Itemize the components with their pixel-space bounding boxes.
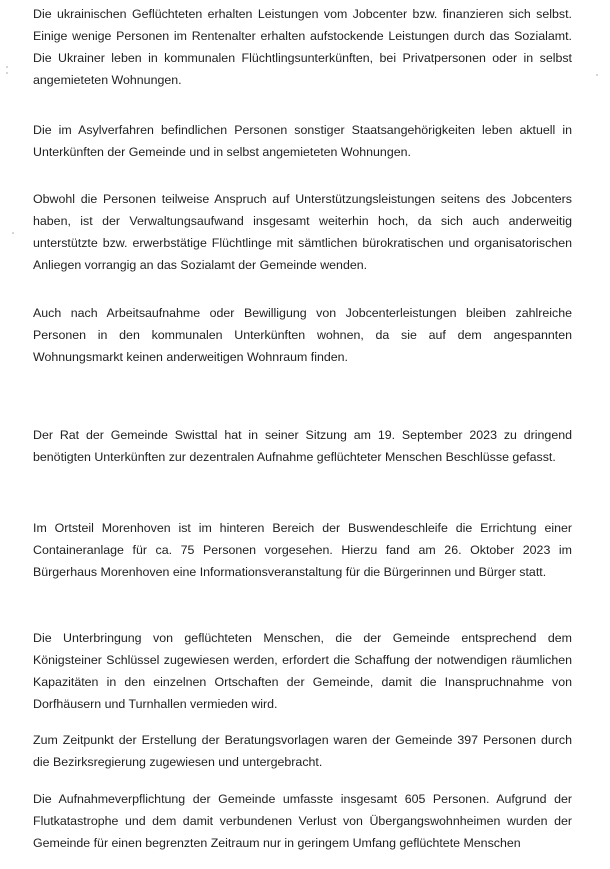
paragraph-admission-obligation: Die Aufnahmeverpflichtung der Gemeinde umfasste insgesamt 605 Personen. Aufgrund der Flutkatastrophe und dem damit verbundenen Verlust von Übergangswohnheimen wurden der Gemeinde für einen begrenzten Zeitraum nur in geringem Umfang geflüchtete Menschen: [33, 792, 572, 850]
paragraph-assigned-persons-count: Zum Zeitpunkt der Erstellung der Beratungsvorlagen waren der Gemeinde 397 Personen durch die Bezirksregierung zugewiesen und untergebracht.: [33, 733, 572, 769]
scan-artifact: [596, 74, 598, 76]
paragraph-accommodation-capacity: Die Unterbringung von geflüchteten Menschen, die der Gemeinde entsprechend dem Königsteiner Schlüssel zugewiesen werden, erfordert die Schaffung der notwendigen räumlichen Kapazitäten in den einzelnen Ortschaften der Gemeinde, damit die Inanspruchnahme von Dorfhäusern und Turnhallen vermieden wird.: [33, 631, 572, 711]
scan-artifact: [12, 232, 14, 234]
paragraph-council-decision: Der Rat der Gemeinde Swisttal hat in seiner Sitzung am 19. September 2023 zu dringend benötigten Unterkünften zur dezentralen Aufnahme geflüchteter Menschen Beschlüsse gefasst.: [33, 428, 572, 464]
scan-artifact: [6, 66, 8, 68]
paragraph-asylum-seekers-housing: Die im Asylverfahren befindlichen Personen sonstiger Staatsangehörigkeiten leben aktuell in Unterkünften der Gemeinde und in selbst angemieteten Wohnungen.: [33, 123, 572, 159]
paragraph-container-facility-morenhoven: Im Ortsteil Morenhoven ist im hinteren Bereich der Buswendeschleife die Errichtung einer Containeranlage für ca. 75 Personen vorgesehen. Hierzu fand am 26. Oktober 2023 im Bürgerhaus Morenhoven eine Informationsveranstaltung für die Bürgerinnen und Bürger statt.: [33, 521, 572, 579]
paragraph-administrative-effort: Obwohl die Personen teilweise Anspruch auf Unterstützungsleistungen seitens des Jobcenters haben, ist der Verwaltungsaufwand insgesamt weiterhin hoch, da sich auch anderweitig unterstützte bzw. erwerbstätige Flüchtlinge mit sämtlichen bürokratischen und organisatorischen Anliegen vorrangig an das Sozialamt der Gemeinde wenden.: [33, 192, 572, 272]
paragraph-ukrainian-refugees-benefits: Die ukrainischen Geflüchteten erhalten Leistungen vom Jobcenter bzw. finanzieren sich selbst. Einige wenige Personen im Rentenalter erhalten aufstockende Leistungen durch das Sozialamt. Die Ukrainer leben in kommunalen Flüchtlingsunterkünften, bei Privatpersonen oder in selbst angemieteten Wohnungen.: [33, 7, 572, 87]
paragraph-housing-market: Auch nach Arbeitsaufnahme oder Bewilligung von Jobcenterleistungen bleiben zahlreiche Personen in den kommunalen Unterkünften wohnen, da sie auf dem angespannten Wohnungsmarkt keinen anderweitigen Wohnraum finden.: [33, 306, 572, 364]
scan-artifact: [6, 72, 8, 74]
